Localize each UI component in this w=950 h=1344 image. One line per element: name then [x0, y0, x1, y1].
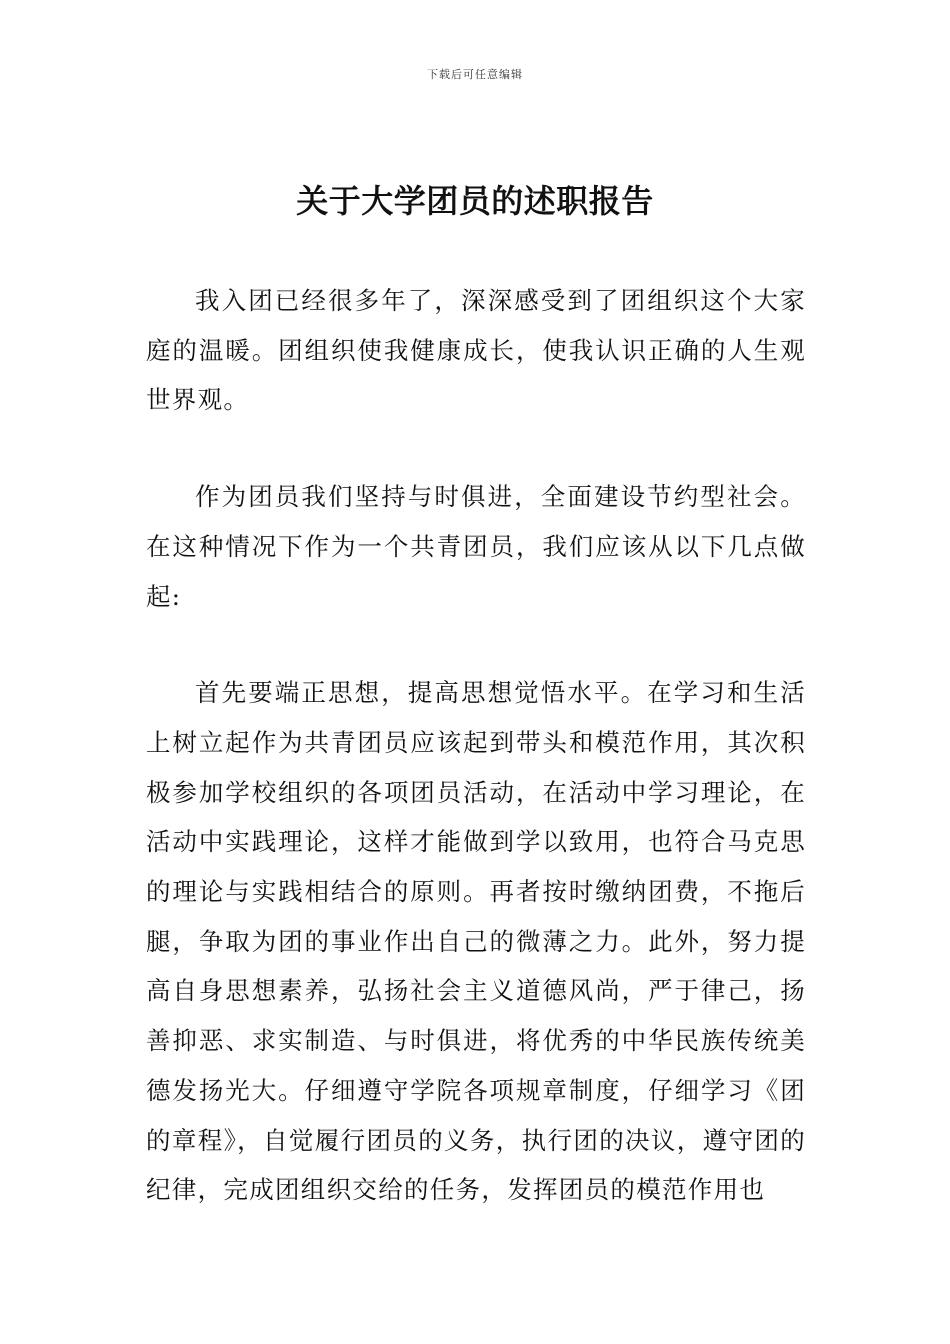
paragraph-2: 作为团员我们坚持与时俱进，全面建设节约型社会。在这种情况下作为一个共青团员，我们应该从以下几点做起:	[146, 482, 806, 611]
paragraph-3: 首先要端正思想，提高思想觉悟水平。在学习和生活上树立起作为共青团员应该起到带头和模范作用，其次积极参加学校组织的各项团员活动，在活动中学习理论，在活动中实践理论，这样才能做到学以致用，也符合马克思的理论与实践相结合的原则。再者按时缴纳团费，不拖后腿，争取为团的事业作出自己的微薄之力。此外，努力提高自身思想素养，弘扬社会主义道德风尚，严于律己，扬善抑恶、求实制造、与时俱进，将优秀的中华民族传统美德发扬光大。仔细遵守学院各项规章制度，仔细学习《团的章程》，自觉履行团员的义务，执行团的决议，遵守团的纪律，完成团组织交给的任务，发挥团员的模范作用也	[146, 678, 806, 1205]
paragraph-1: 我入团已经很多年了，深深感受到了团组织这个大家庭的温暖。团组织使我健康成长，使我认识正确的人生观世界观。	[146, 286, 806, 415]
document-title: 关于大学团员的述职报告	[296, 182, 654, 220]
document-body	[146, 276, 806, 1262]
header-note: 下载后可任意编辑	[427, 68, 523, 81]
